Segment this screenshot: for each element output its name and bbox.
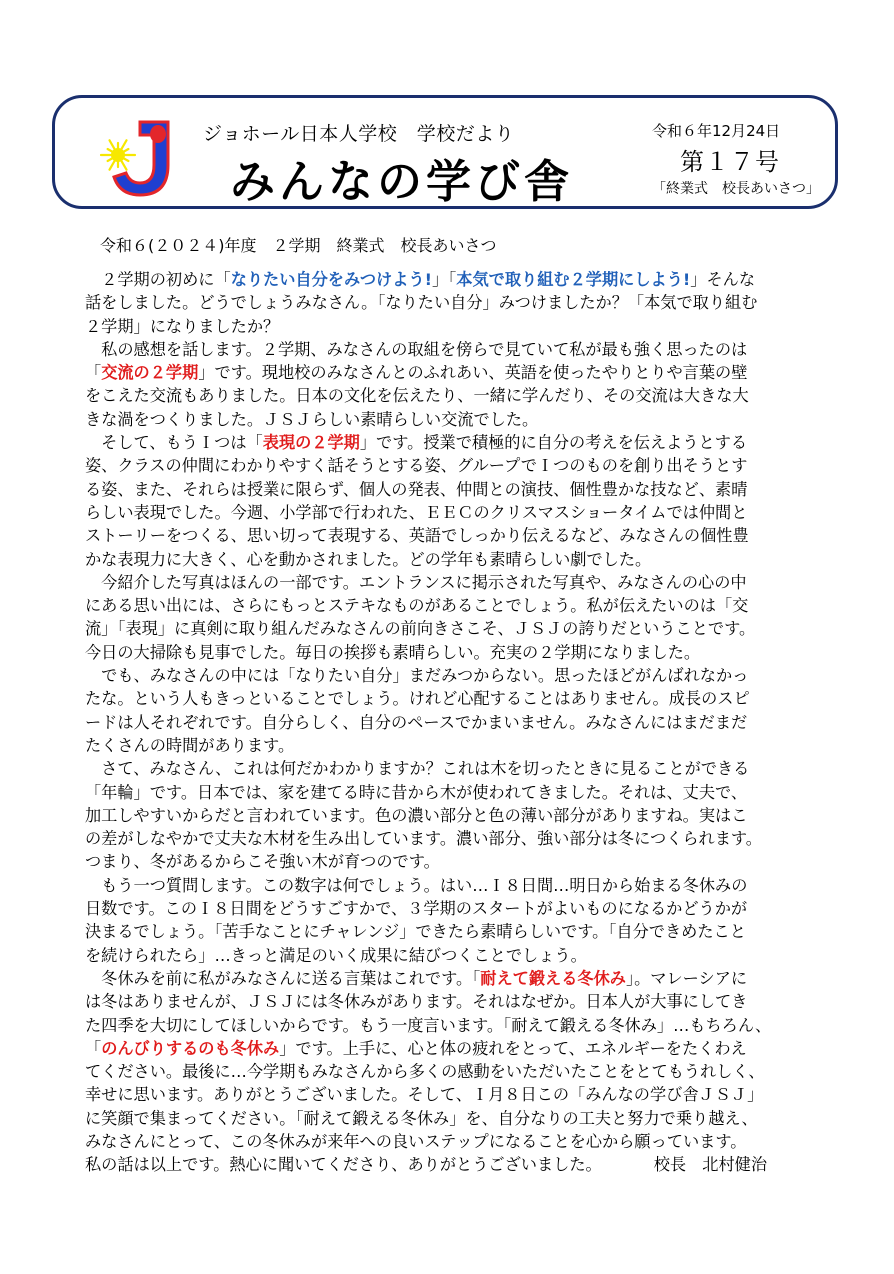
issue-topic: 「終業式 校長あいさつ」 [652,181,820,197]
speech-line [85,408,820,431]
signature: 校長 北村健治 [653,1155,768,1175]
speech-line [85,804,820,827]
text-segment: 冬休みを前に私がみなさんに送る言葉はこれです。「 [85,968,481,988]
text-segment: ストーリーをつくる、思い切って表現する、英語でしっかり伝えるなど、みなさんの個性豊 [85,526,749,546]
highlight-phrase: 本気で取り組む２学期にしよう! [456,270,691,289]
text-segment: 「 [85,363,102,383]
newsletter-title: みんなの学び舎 [230,155,574,208]
speech-line [85,548,820,571]
speech-line [85,361,820,384]
speech-line [85,850,820,873]
text-segment: たくさんの時間があります。 [85,735,295,755]
text-segment: みなさんにとって、この冬休みが来年への良いステップになることを心から願っています。 [85,1131,747,1151]
speech-line [85,664,820,687]
speech-line [85,431,820,454]
text-segment: 」そんな [690,270,756,289]
speech-line [85,315,820,338]
text-segment: 」。マレーシアに [625,968,748,988]
speech-line [85,687,820,710]
text-segment: 」です。授業で積極的に自分の考えを伝えようとする [359,433,748,453]
speech-line [85,384,820,407]
highlight-phrase: 耐えて鍛える冬休み [480,968,626,988]
highlight-phrase: なりたい自分をみつけよう! [230,270,432,289]
text-segment: もう一つ質問します。この数字は何でしょう。はい…Ｉ８日間…明日から始まる冬休みの [85,875,748,895]
text-segment: 話をしました。どうでしょうみなさん。「なりたい自分」みつけましたか？「本気で取り組む [85,293,758,313]
speech-line [85,641,820,664]
text-segment: きな渦をつくりました。ＪＳＪらしい素晴らしい交流でした。 [85,409,539,429]
text-segment: 私の感想を話します。２学期、みなさんの取組を傍らで見ていて私が最も強く思ったのは [85,339,748,359]
speech-line [85,594,820,617]
text-segment: にある思い出には、さらにもっとステキなものがあることでしょう。私が伝えたいのは「交 [85,596,749,616]
speech-line [85,291,820,314]
text-segment: の差がしなやかで丈夫な木材を生み出しています。濃い部分、強い部分は冬につくられます。 [85,829,762,849]
text-segment: ードは人それぞれです。自分らしく、自分のペースでかまいません。みなさんにはまだまだ [85,712,748,732]
text-segment: てください。最後に…今学期もみなさんから多くの感動をいただいたことをとてもうれしく、 [85,1062,765,1082]
speech-line [85,1037,820,1060]
text-segment: を続けられたら」…きっと満足のいく成果に結びつくことでしょう。 [85,945,587,965]
speech-line [85,571,820,594]
speech-line [85,967,820,990]
text-segment: 加工しやすいからだと言われています。色の濃い部分と色の薄い部分がありますね。実はこ [85,805,748,825]
text-segment: 姿、クラスの仲間にわかりやすく話そうとする姿、グループでＩつのものを創り出そうとす [85,456,748,476]
speech-line [85,781,820,804]
text-segment: 今紹介した写真はほんの一部です。エントランスに掲示された写真や、みなさんの心の中 [85,572,747,592]
speech-line [85,757,820,780]
text-segment: 」です。現地校のみなさんとのふれあい、英語を使ったやりとりや言葉の壁 [198,363,748,383]
text-segment: る姿、また、それらは授業に限らず、個人の発表、仲間との演技、個性豊かな技など、素晴 [85,479,748,499]
speech-heading: 令和６(２０２４)年度 ２学期 終業式 校長あいさつ [100,236,497,255]
speech-body [85,268,820,1177]
speech-line [85,897,820,920]
text-segment: ２学期の初めに「 [85,270,231,289]
text-segment: 「年輪」です。日本では、家を建てる時に昔から木が使われてきました。それは、丈夫で、 [85,782,748,802]
speech-line [85,501,820,524]
highlight-phrase: 表現の２学期 [262,433,360,453]
speech-line [85,1014,820,1037]
speech-line [85,1060,820,1083]
text-segment: ２学期」になりましたか？ [85,316,280,336]
speech-line [85,920,820,943]
speech-line [85,711,820,734]
text-segment: さて、みなさん、これは何だかわかりますか？これは木を切ったときに見ることができる [85,759,750,779]
speech-line [85,478,820,501]
text-segment: 私の話は以上です。熱心に聞いてくださり、ありがとうございました。 [85,1155,602,1175]
speech-line [85,1153,820,1176]
speech-line [85,1107,820,1130]
speech-line [85,944,820,967]
text-segment: かな表現力に大きく、心を動かされました。どの学年も素晴らしい劇でした。 [85,549,652,569]
text-segment: をこえた交流もありました。日本の文化を伝えたり、一緒に学んだり、その交流は大きな大 [85,386,749,406]
text-segment: たな。という人もきっといることでしょう。けれど心配することはありません。成長のスピ [85,689,750,709]
speech-line [85,338,820,361]
text-segment: 」「 [432,270,457,289]
speech-line [85,734,820,757]
text-segment: 「 [85,1038,102,1058]
speech-line [85,617,820,640]
text-segment: 流」「表現」に真剣に取り組んだみなさんの前向きさこそ、ＪＳＪの誇りだということです。 [85,619,756,639]
speech-line [85,524,820,547]
text-segment: 今日の大掃除も見事でした。毎日の挨拶も素晴らしい。充実の２学期になりました。 [85,642,701,662]
issue-date: 令和６年12月24日 [652,122,781,140]
text-segment: 決まるでしょう。「苦手なことにチャレンジ」できたら素晴らしいです。「自分できめたこと [85,922,746,942]
text-segment: に笑顔で集まってください。「耐えて鍛える冬休み」を、自分なりの工夫と努力で乗り越え、 [85,1108,758,1128]
text-segment: 」です。上手に、心と体の疲れをとって、エネルギーをたくわえ [279,1038,747,1058]
text-segment: らしい表現でした。今週、小学部で行われた、ＥＥＣのクリスマスショータイムでは仲間と [85,502,748,522]
highlight-phrase: 交流の２学期 [101,363,199,383]
speech-line [85,990,820,1013]
sun-star-icon [101,140,135,169]
issue-number: 第１７号 [680,148,780,176]
speech-line [85,874,820,897]
speech-line [85,1083,820,1106]
speech-line [85,827,820,850]
school-name-line: ジョホール日本人学校 学校だより [203,123,515,145]
text-segment: そして、もうＩつは「 [85,433,263,453]
speech-line [85,1130,820,1153]
text-segment: 幸せに思います。ありがとうございました。そして、Ｉ月８日この「みんなの学び舎ＪＳＪ」 [85,1085,764,1105]
text-segment: た四季を大切にしてほしいからです。もう一度言います。「耐えて鍛える冬休み」…もちろん、 [85,1015,772,1035]
text-segment: は冬はありませんが、ＪＳＪには冬休みがあります。それはなぜか。日本人が大事にしてき [85,992,748,1012]
speech-line [85,454,820,477]
text-segment: でも、みなさんの中には「なりたい自分」まだみつからない。思ったほどがんばれなかっ [85,666,749,686]
text-segment: 日数です。このＩ８日間をどうすごすかで、３学期のスタートがよいものになるかどうかが [85,899,748,919]
logo-red-dot [150,125,166,143]
speech-line [85,268,820,291]
school-logo [100,115,180,199]
highlight-phrase: のんびりするのも冬休み [101,1038,280,1058]
text-segment: つまり、冬があるからこそ強い木が育つのです。 [85,852,440,872]
